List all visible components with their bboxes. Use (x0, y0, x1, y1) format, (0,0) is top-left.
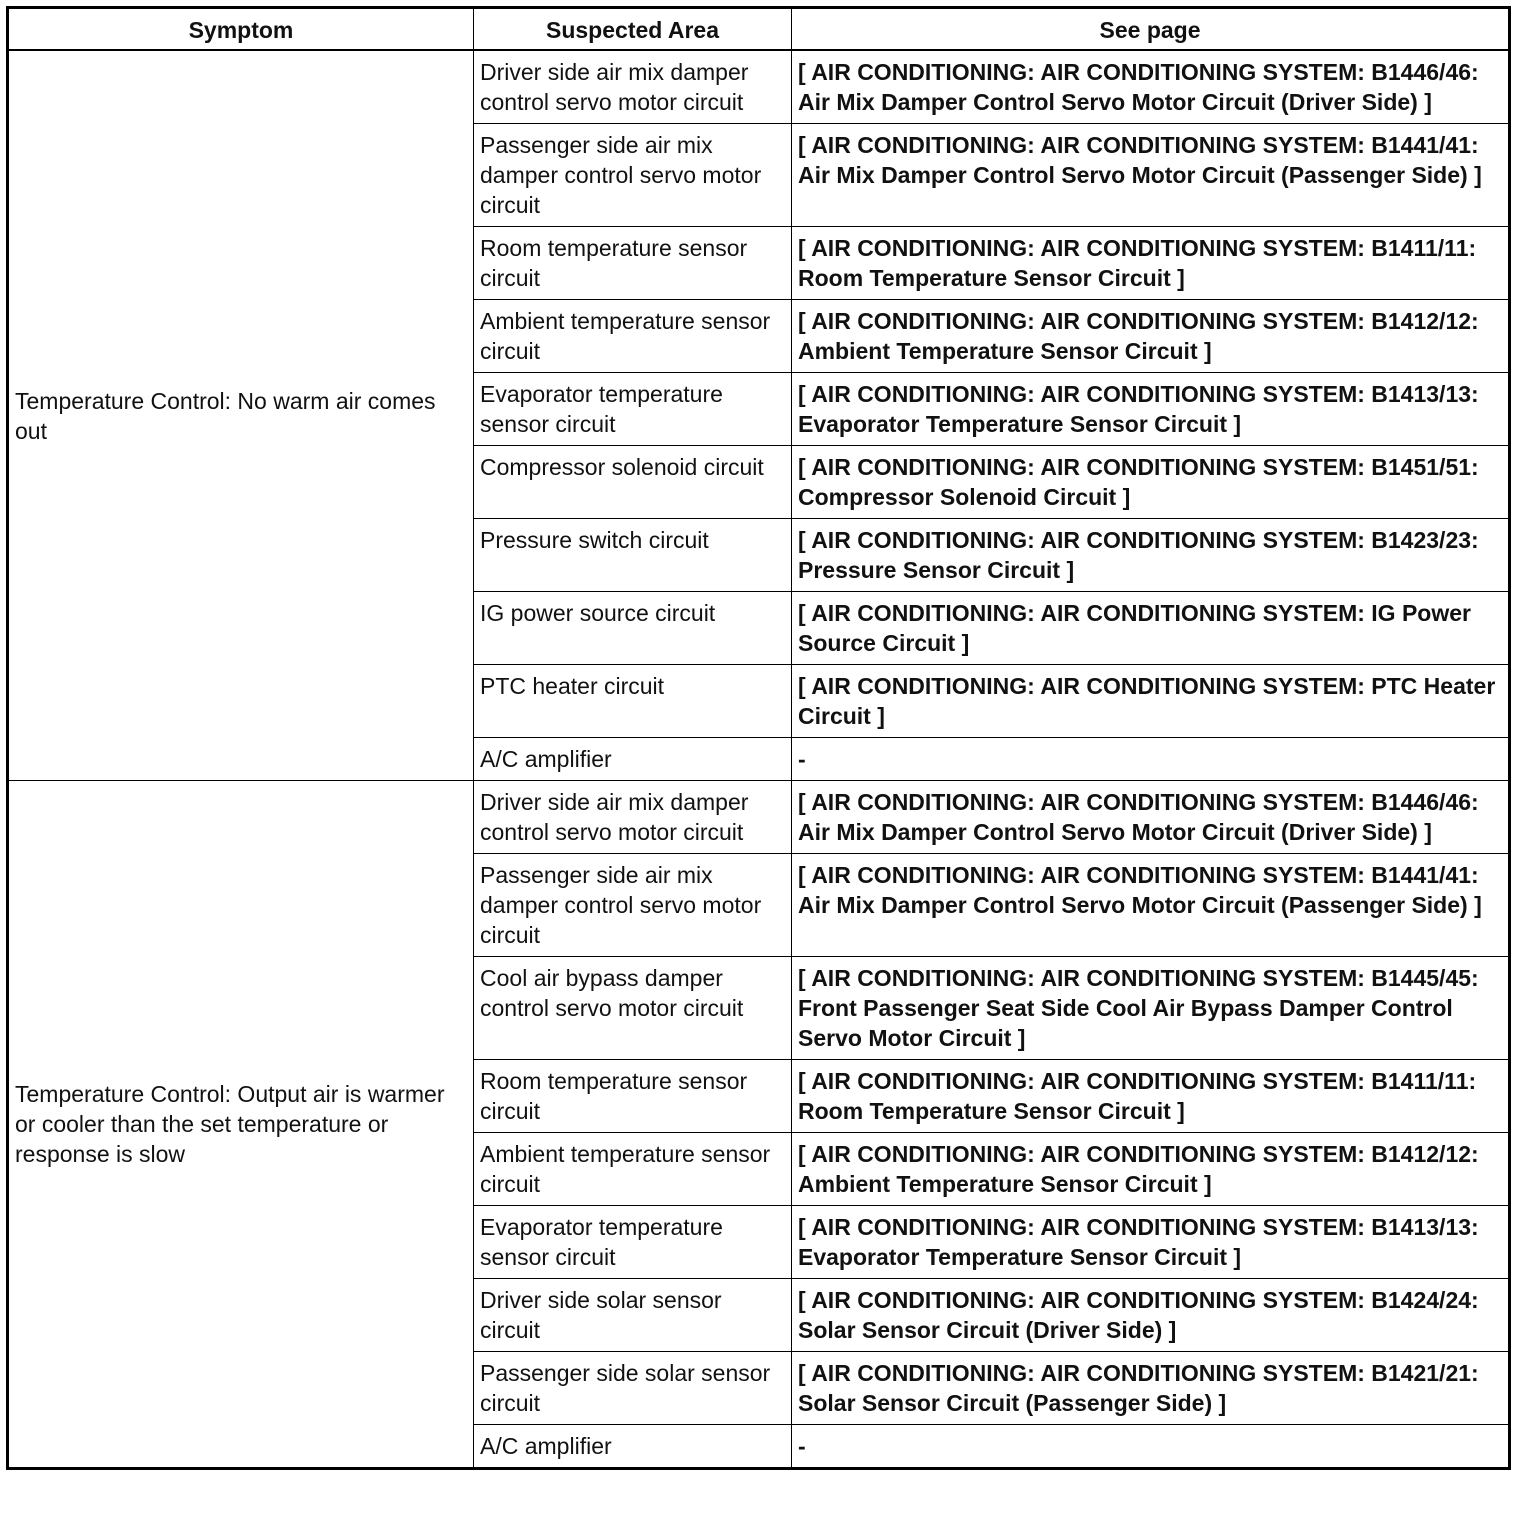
see-page-cell: [ AIR CONDITIONING: AIR CONDITIONING SYSTEM: B1411/11: Room Temperature Sensor Circuit ] (792, 1060, 1510, 1133)
suspected-area-cell: Evaporator temperature sensor circuit (474, 373, 792, 446)
suspected-area-cell: Passenger side air mix damper control servo motor circuit (474, 854, 792, 957)
suspected-area-cell: Passenger side air mix damper control servo motor circuit (474, 124, 792, 227)
see-page-cell: - (792, 1425, 1510, 1469)
suspected-area-cell: A/C amplifier (474, 738, 792, 781)
see-page-cell: [ AIR CONDITIONING: AIR CONDITIONING SYSTEM: B1413/13: Evaporator Temperature Sensor Circuit ] (792, 1206, 1510, 1279)
see-page-cell: [ AIR CONDITIONING: AIR CONDITIONING SYSTEM: B1446/46: Air Mix Damper Control Servo Motor Circuit (Driver Side) ] (792, 781, 1510, 854)
see-page-cell: [ AIR CONDITIONING: AIR CONDITIONING SYSTEM: B1412/12: Ambient Temperature Sensor Circuit ] (792, 300, 1510, 373)
see-page-cell: - (792, 738, 1510, 781)
see-page-cell: [ AIR CONDITIONING: AIR CONDITIONING SYSTEM: B1451/51: Compressor Solenoid Circuit ] (792, 446, 1510, 519)
suspected-area-cell: Passenger side solar sensor circuit (474, 1352, 792, 1425)
see-page-cell: [ AIR CONDITIONING: AIR CONDITIONING SYSTEM: B1441/41: Air Mix Damper Control Servo Motor Circuit (Passenger Side) ] (792, 124, 1510, 227)
see-page-cell: [ AIR CONDITIONING: AIR CONDITIONING SYSTEM: B1424/24: Solar Sensor Circuit (Driver Side) ] (792, 1279, 1510, 1352)
see-page-cell: [ AIR CONDITIONING: AIR CONDITIONING SYSTEM: B1446/46: Air Mix Damper Control Servo Motor Circuit (Driver Side) ] (792, 50, 1510, 124)
table-body (8, 50, 1510, 1469)
see-page-cell: [ AIR CONDITIONING: AIR CONDITIONING SYSTEM: B1412/12: Ambient Temperature Sensor Circuit ] (792, 1133, 1510, 1206)
header-symptom: Symptom (8, 8, 474, 51)
suspected-area-cell: Room temperature sensor circuit (474, 227, 792, 300)
suspected-area-cell: Driver side air mix damper control servo motor circuit (474, 50, 792, 124)
see-page-cell: [ AIR CONDITIONING: AIR CONDITIONING SYSTEM: B1421/21: Solar Sensor Circuit (Passenger Side) ] (792, 1352, 1510, 1425)
diagnosis-table (6, 6, 1511, 1470)
suspected-area-cell: Room temperature sensor circuit (474, 1060, 792, 1133)
symptom-cell: Temperature Control: Output air is warmer or cooler than the set temperature or response is slow (8, 781, 474, 1469)
suspected-area-cell: Evaporator temperature sensor circuit (474, 1206, 792, 1279)
suspected-area-cell: A/C amplifier (474, 1425, 792, 1469)
see-page-cell: [ AIR CONDITIONING: AIR CONDITIONING SYSTEM: B1413/13: Evaporator Temperature Sensor Circuit ] (792, 373, 1510, 446)
suspected-area-cell: Pressure switch circuit (474, 519, 792, 592)
header-row (8, 8, 1510, 51)
see-page-cell: [ AIR CONDITIONING: AIR CONDITIONING SYSTEM: B1445/45: Front Passenger Seat Side Cool Air Bypass Damper Control Servo Motor Circuit ] (792, 957, 1510, 1060)
suspected-area-cell: Cool air bypass damper control servo motor circuit (474, 957, 792, 1060)
see-page-cell: [ AIR CONDITIONING: AIR CONDITIONING SYSTEM: B1441/41: Air Mix Damper Control Servo Motor Circuit (Passenger Side) ] (792, 854, 1510, 957)
see-page-cell: [ AIR CONDITIONING: AIR CONDITIONING SYSTEM: B1423/23: Pressure Sensor Circuit ] (792, 519, 1510, 592)
see-page-cell: [ AIR CONDITIONING: AIR CONDITIONING SYSTEM: IG Power Source Circuit ] (792, 592, 1510, 665)
symptom-cell: Temperature Control: No warm air comes out (8, 50, 474, 781)
header-suspected-area: Suspected Area (474, 8, 792, 51)
suspected-area-cell: IG power source circuit (474, 592, 792, 665)
suspected-area-cell: PTC heater circuit (474, 665, 792, 738)
suspected-area-cell: Driver side air mix damper control servo motor circuit (474, 781, 792, 854)
see-page-cell: [ AIR CONDITIONING: AIR CONDITIONING SYSTEM: PTC Heater Circuit ] (792, 665, 1510, 738)
suspected-area-cell: Ambient temperature sensor circuit (474, 1133, 792, 1206)
header-see-page: See page (792, 8, 1510, 51)
table-row (8, 50, 1510, 124)
suspected-area-cell: Driver side solar sensor circuit (474, 1279, 792, 1352)
see-page-cell: [ AIR CONDITIONING: AIR CONDITIONING SYSTEM: B1411/11: Room Temperature Sensor Circuit ] (792, 227, 1510, 300)
suspected-area-cell: Compressor solenoid circuit (474, 446, 792, 519)
suspected-area-cell: Ambient temperature sensor circuit (474, 300, 792, 373)
table-row (8, 781, 1510, 854)
